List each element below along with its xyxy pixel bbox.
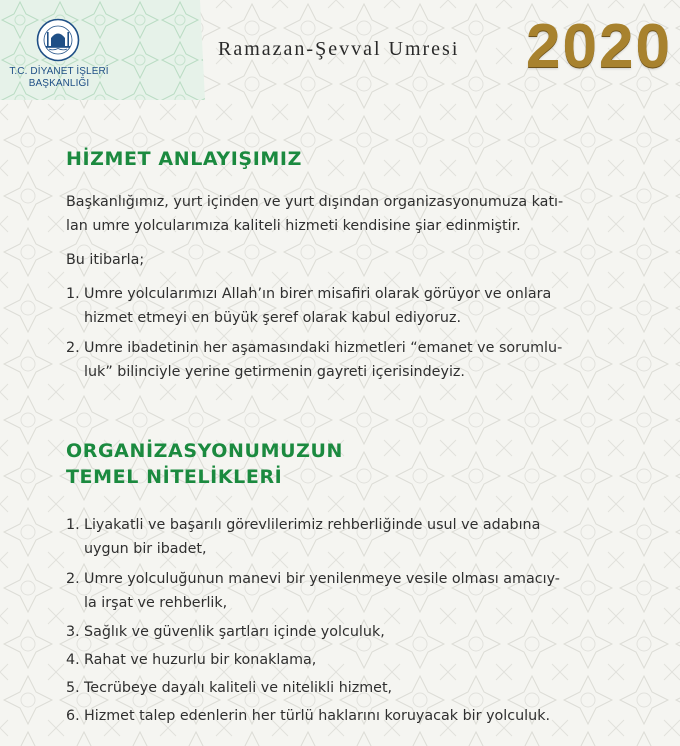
section-1-lead — [66, 248, 654, 272]
list-number: 2. — [66, 571, 80, 587]
section-2-heading-line-1: ORGANİZASYONUMUZUN — [66, 440, 344, 462]
page-title: Ramazan-Şevval Umresi — [218, 38, 460, 60]
intro-line: lan umre yolcularımıza kaliteli hizmeti kendisine şiar edinmiştir. — [66, 218, 521, 234]
list-line: luk” bilinciyle yerine getirmenin gayreti içerisindeyiz. — [84, 364, 465, 380]
list-item — [66, 676, 656, 700]
list-line: hizmet etmeyi en büyük şeref olarak kabul ediyoruz. — [84, 310, 462, 326]
year-label: 2020 — [526, 12, 672, 81]
list-number: 2. — [66, 340, 80, 356]
list-item — [66, 336, 656, 384]
list-number: 1. — [66, 517, 80, 533]
list-line: Hizmet talep edenlerin her türlü haklarını koruyacak bir yolculuk. — [84, 708, 551, 724]
list-item — [66, 620, 656, 644]
intro-line: Başkanlığımız, yurt içinden ve yurt dışından organizasyonumuza katı- — [66, 194, 564, 210]
list-item — [66, 648, 656, 672]
list-line: uygun bir ibadet, — [84, 541, 207, 557]
list-number: 4. — [66, 652, 80, 668]
lead-text: Bu itibarla; — [66, 252, 145, 268]
section-2-heading-line-2: TEMEL NİTELİKLERİ — [66, 466, 283, 488]
list-item — [66, 567, 656, 615]
list-item — [66, 282, 656, 330]
list-line: la irşat ve rehberlik, — [84, 595, 228, 611]
list-line: Umre ibadetinin her aşamasındaki hizmetleri “emanet ve sorumlu- — [84, 340, 563, 356]
list-number: 6. — [66, 708, 80, 724]
list-number: 1. — [66, 286, 80, 302]
list-line: Sağlık ve güvenlik şartları içinde yolculuk, — [84, 624, 385, 640]
section-1-intro — [66, 190, 654, 238]
list-line: Umre yolculuğunun manevi bir yenilenmeye vesile olması amacıy- — [84, 571, 560, 587]
list-line: Liyakatli ve başarılı görevlilerimiz rehberliğinde usul ve adabına — [84, 517, 541, 533]
list-line: Tecrübeye dayalı kaliteli ve nitelikli hizmet, — [84, 680, 393, 696]
list-item — [66, 704, 656, 728]
list-number: 5. — [66, 680, 80, 696]
list-number: 3. — [66, 624, 80, 640]
logo-line-1: T.C. DİYANET İŞLERİ — [9, 66, 109, 77]
list-line: Umre yolcularımızı Allah’ın birer misafiri olarak görüyor ve onlara — [84, 286, 552, 302]
list-line: Rahat ve huzurlu bir konaklama, — [84, 652, 317, 668]
logo-line-2: BAŞKANLIĞI — [28, 78, 90, 89]
section-1-heading: HİZMET ANLAYIŞIMIZ — [66, 148, 302, 170]
list-item — [66, 513, 656, 561]
